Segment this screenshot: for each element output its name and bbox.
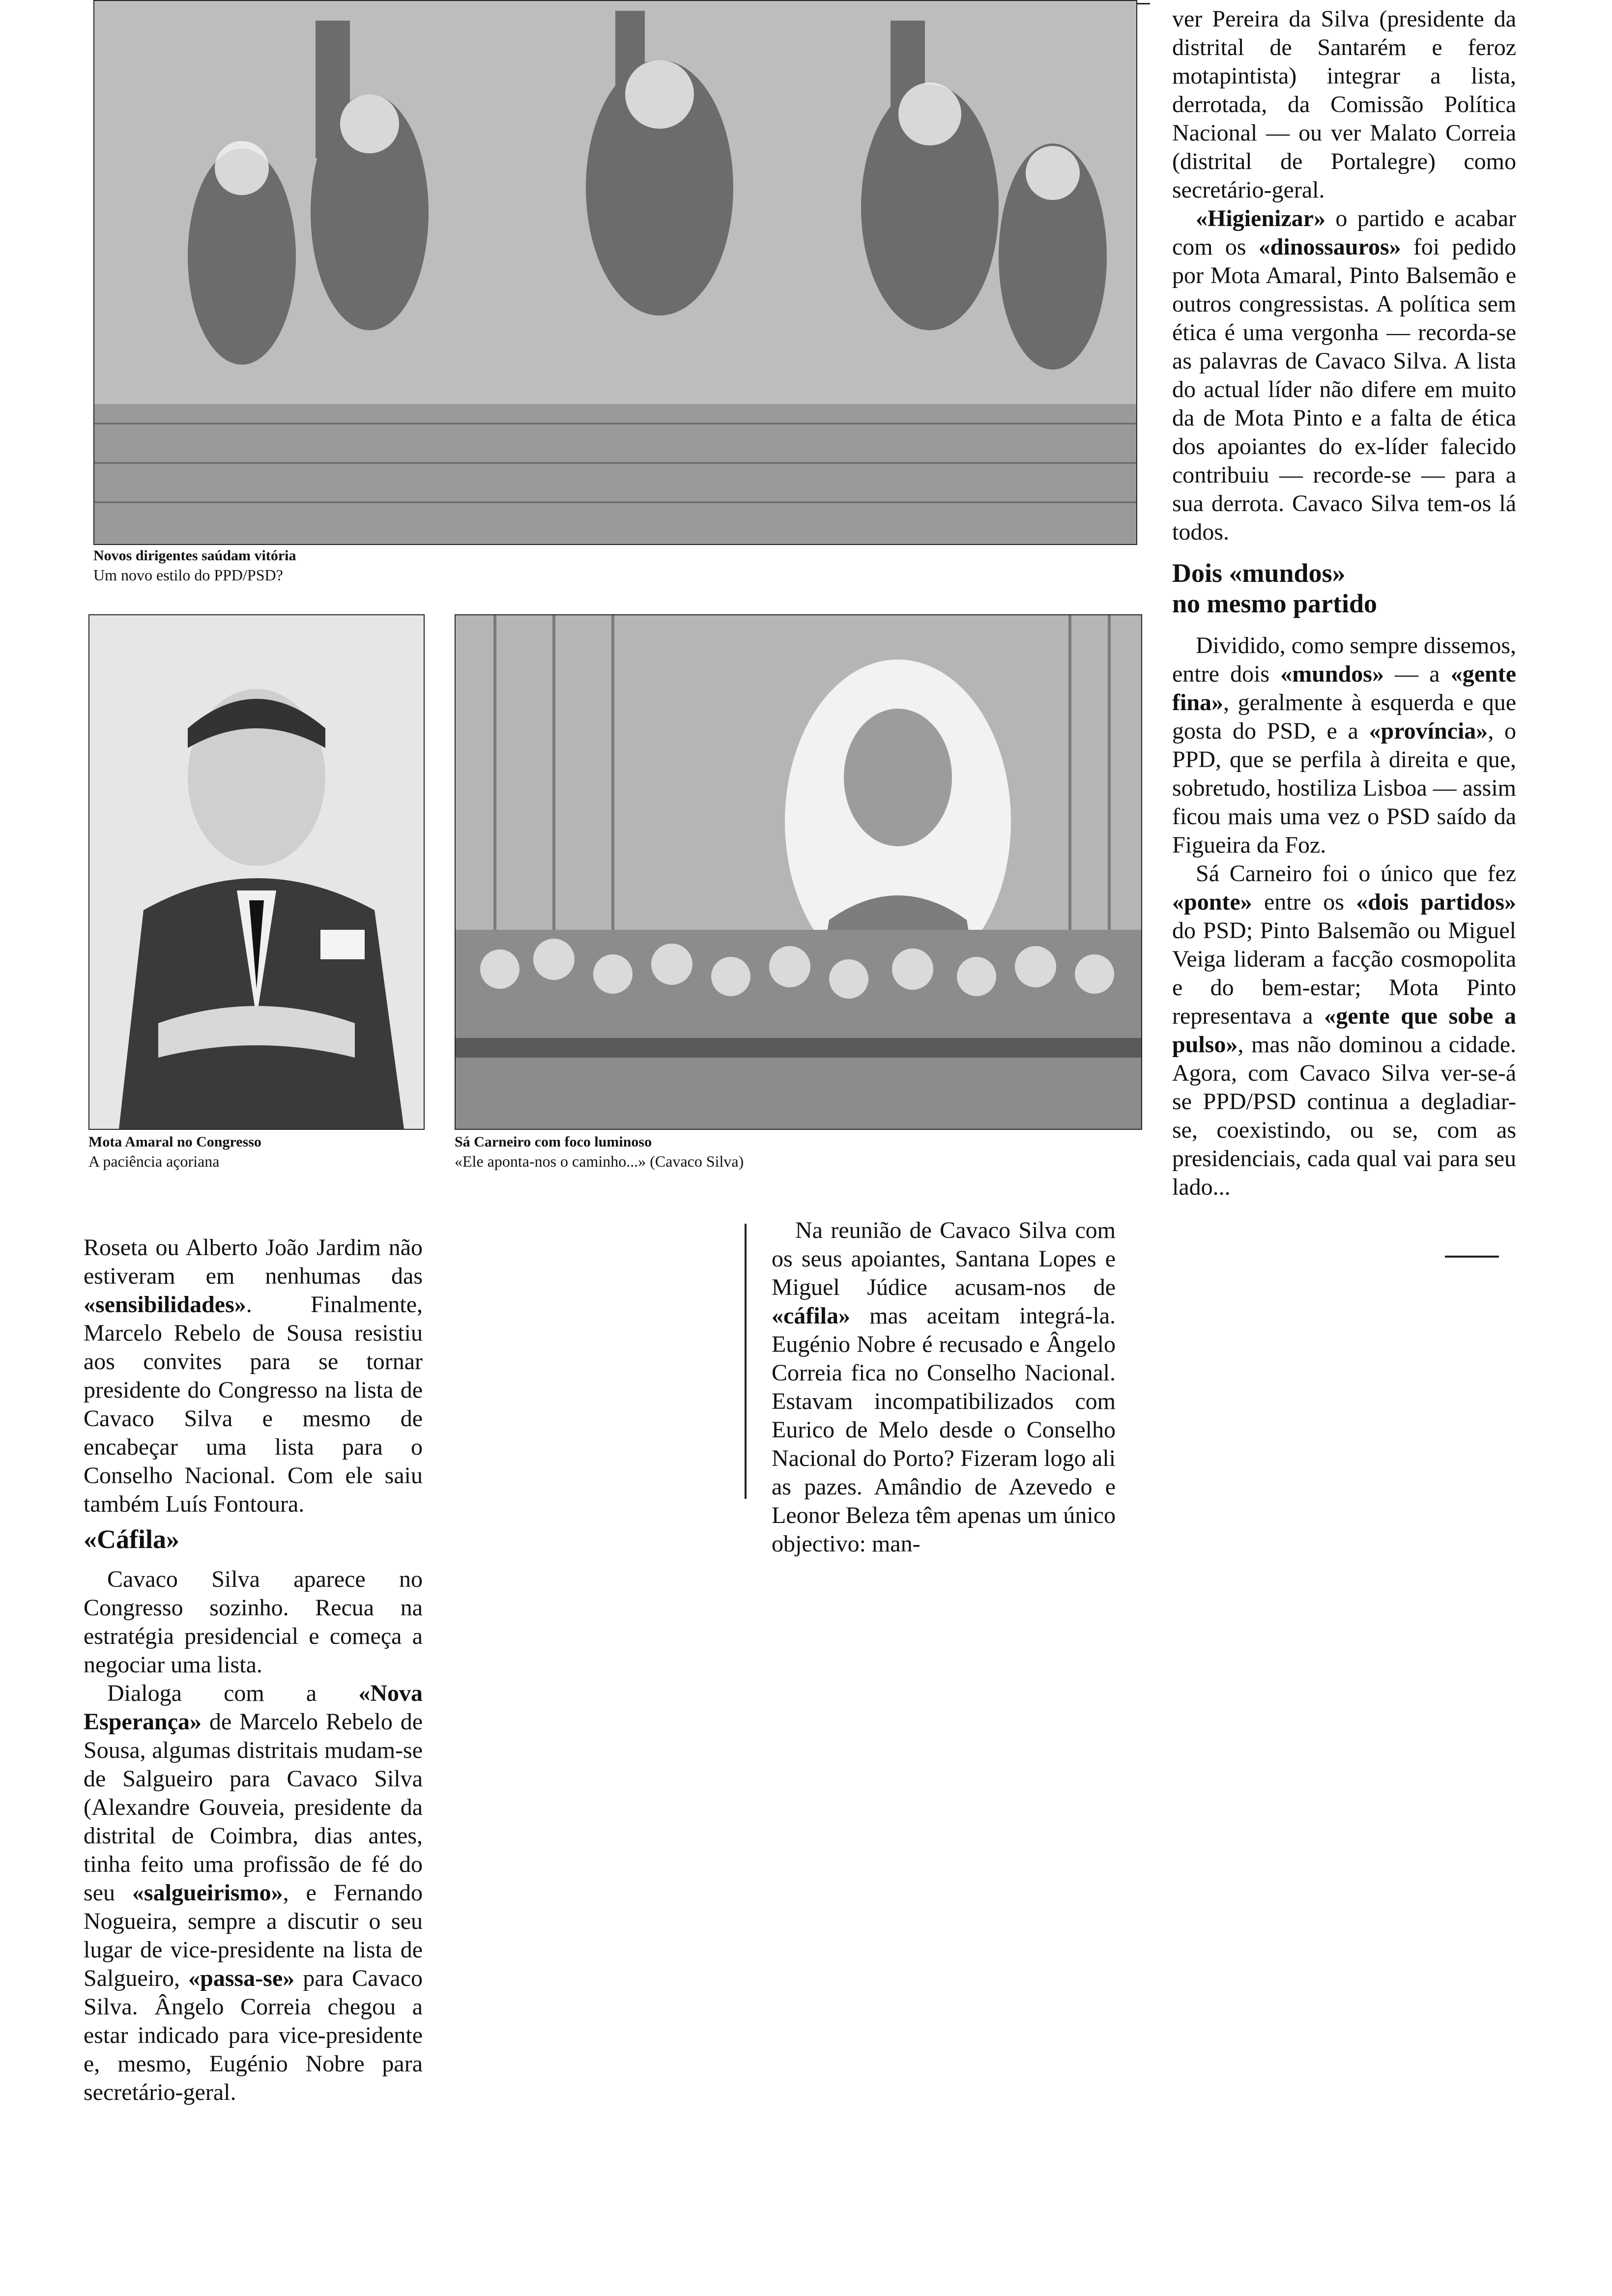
right-paragraph-3: Dividido, como sempre dissemos, entre dois «mundos» — a «gente fina», geralmente à esquerda e que gosta do PSD, e a «província», o PPD, que se perfila à direita e que, sobretudo, hostiliza Lisboa — assim ficou mais uma vez o PSD saído da Figueira da Foz.: [1172, 632, 1517, 858]
middle-column: [772, 1216, 1116, 1558]
left-column-lower: [84, 1565, 423, 2107]
end-rule: [1445, 1256, 1499, 1258]
right-column-lower: [1172, 631, 1516, 1202]
photo-top-caption-bold: Novos dirigentes saúdam vitória: [93, 547, 296, 564]
right-paragraph-1: ver Pereira da Silva (presidente da distrital de Santarém e feroz motapintista) integrar a lista, derrotada, da Comissão Política Nacional — ou ver Malato Correia (distrital de Portalegre) como secretário-geral.: [1172, 6, 1516, 203]
photo-middle-caption-bold: Sá Carneiro com foco luminoso: [455, 1134, 652, 1150]
photo-middle-caption-plain: «Ele aponta-nos o caminho...» (Cavaco Silva): [455, 1152, 744, 1170]
left-paragraph-1: Roseta ou Alberto João Jardim não estiveram em nenhumas das «sensibilidades». Finalmente, Marcelo Rebelo de Sousa resistiu aos convites para se tornar presidente do Congresso na lista de Cavaco Silva e mesmo de encabeçar uma lista para o Conselho Nacional. Com ele saiu também Luís Fontoura.: [84, 1234, 423, 1517]
photo-left-caption-bold: Mota Amaral no Congresso: [88, 1134, 261, 1150]
congress-hall-illustration: [456, 615, 1141, 1129]
section-heading-cafila: «Cáfila»: [84, 1524, 179, 1554]
left-paragraph-3: Dialoga com a «Nova Esperança» de Marcelo Rebelo de Sousa, algumas distritais mudam-se de Salgueiro para Cavaco Silva (Alexandre Gouveia, presidente da distrital de Coimbra, dias antes, tinha feito uma profissão de fé do seu «salgueirismo», e Fernando Nogueira, sempre a discutir o seu lugar de vice-presidente na lista de Salgueiro, «passa-se» para Cavaco Silva. Ângelo Correia chegou a estar indicado para vice-presidente e, mesmo, Eugénio Nobre para secretário-geral.: [84, 1680, 423, 2105]
photo-left-caption-plain: A paciência açoriana: [88, 1152, 220, 1170]
left-column: [84, 1234, 423, 1519]
photo-mota-amaral: [88, 614, 425, 1130]
photo-new-leaders: [93, 0, 1137, 545]
man-portrait-illustration: [89, 615, 424, 1129]
section-heading-dois-mundos: Dois «mundos» no mesmo partido: [1172, 558, 1377, 618]
photo-sa-carneiro: [455, 614, 1142, 1130]
middle-paragraph-1: Na reunião de Cavaco Silva com os seus apoiantes, Santana Lopes e Miguel Júdice acusam-nos de «cáfila» mas aceitam integrá-la. Eugénio Nobre é recusado e Ângelo Correia fica no Conselho Nacional. Estavam incompatibilizados com Eurico de Melo desde o Conselho Nacional do Porto? Fizeram logo ali as pazes. Amândio de Azevedo e Leonor Beleza têm apenas um único objectivo: man-: [772, 1217, 1116, 1557]
left-paragraph-2: Cavaco Silva aparece no Congresso sozinho. Recua na estratégia presidencial e começa a negociar uma lista.: [84, 1566, 423, 1678]
right-paragraph-4: Sá Carneiro foi o único que fez «ponte» entre os «dois partidos» do PSD; Pinto Balsemão ou Miguel Veiga lideram a facção cosmopolita e do bem-estar; Mota Pinto representava a «gente que sobe a pulso», mas não dominou a cidade. Agora, com Cavaco Silva ver-se-á se PPD/PSD continua a degladiar-se, coexistindo, ou se, com as presidenciais, cada qual vai para seu lado...: [1172, 861, 1517, 1200]
crowd-illustration: [94, 1, 1136, 544]
photo-top-caption-plain: Um novo estilo do PPD/PSD?: [93, 566, 283, 584]
right-column: [1172, 5, 1516, 546]
middle-column-marker: [745, 1224, 747, 1499]
right-paragraph-2: «Higienizar» o partido e acabar com os «dinossauros» foi pedido por Mota Amaral, Pinto Balsemão e outros congressistas. A política sem ética é uma vergonha — recorda-se as palavras de Cavaco Silva. A lista do actual líder não difere em muito da de Mota Pinto e a falta de ética dos apoiantes do ex-líder falecido contribuiu — recorde-se — para a sua derrota. Cavaco Silva tem-os lá todos.: [1172, 205, 1516, 545]
